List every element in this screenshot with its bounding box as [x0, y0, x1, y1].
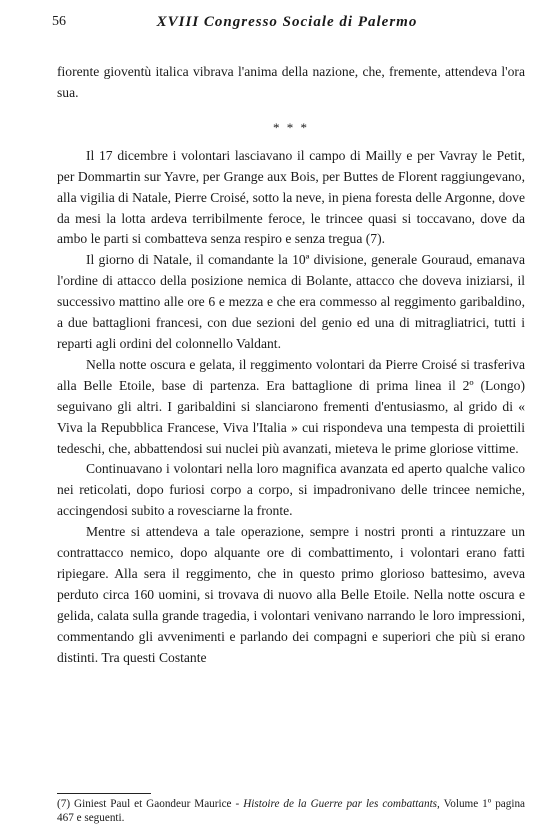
paragraph-1: Il 17 dicembre i volontari lasciavano il campo di Mailly e per Vavray le Petit, per Dommartin sur Yavre, per Grange aux Bois, per Buttes de Florent raggiungevano, alla vigilia di Natale, Pierre Croisé, sotto la neve, in piena foresta delle Argonne, dove da mesi la lotta ardeva terribilmente feroce, le trincee quasi si toccavano, dove da ambo le parti si combatteva senza respiro e senza tregua (7).	[57, 147, 525, 247]
footnote-reference: Volume 1º pagina 467 e seguenti.	[57, 798, 526, 824]
section-separator: * * *	[273, 119, 309, 135]
footnote-work-title: Histoire de la Guerre par les combattants,	[243, 798, 440, 810]
page-number: 56	[52, 14, 66, 29]
footnote-authors: Giniest Paul et Gaondeur Maurice	[74, 798, 232, 810]
footnote-marker: (7)	[57, 798, 71, 810]
paragraph-5: Mentre si attendeva a tale operazione, sempre i nostri pronti a rintuzzare un contrattacco nemico, dopo alquante ore di combattimento, i volontari erano fatti ripiegare. Alla sera il reggimento, che in questo primo glorioso battesimo, aveva perduto circa 160 uomini, si trovava di nuovo alla Belle Etoile. Nella notte oscura e gelida, calata sulla grande tragedia, i volontari venivano narrando le loro impressioni, commentando gli avvenimenti e parlando dei compagni e superiori che più si erano distinti. Tra questi Costante	[57, 524, 525, 665]
running-head	[52, 14, 522, 36]
footnote-dash: -	[231, 798, 244, 810]
paragraph-2: Il giorno di Natale, il comandante la 10ª divisione, generale Gouraud, emanava l'ordine di attacco della posizione nemica di Bolante, attacco che doveva iniziarsi, il successivo mattino alle ore 6 e mezza e che era commesso al reggimento garibaldino, a due battaglioni francesi, con due sezioni del genio ed una di mitragliatrici, tutti i reparti agli ordini del colonnello Valdant.	[57, 252, 525, 351]
paragraph-3: Nella notte oscura e gelata, il reggimento volontari da Pierre Croisé si trasferiva alla Belle Etoile, base di partenza. Era battaglione di prima linea il 2º (Longo) seguivano gli altri. I garibaldini si slanciarono frementi d'entusiasmo, al grido di « Viva la Repubblica Francese, Viva l'Italia » cui rispondeva una tempesta di proiettili tedeschi, che, abbattendosi sui nuclei più avanzati, mieteva le prime gloriose vittime.	[57, 356, 525, 456]
opening-fragment: fiorente gioventù italica vibrava l'anima della nazione, che, fremente, attendeva l'ora sua.	[57, 64, 525, 100]
paragraph-4: Continuavano i volontari nella loro magnifica avanzata ed aperto qualche valico nei reticolati, dopo furiosi corpo a corpo, si impadronivano delle trincee nemiche, accingendosi subito a rovesciarne la fronte.	[57, 461, 525, 519]
running-title: XVIII Congresso Sociale di Palermo	[156, 14, 418, 30]
body-text	[57, 62, 525, 668]
footnote	[57, 797, 525, 825]
footnote-rule	[57, 793, 151, 794]
